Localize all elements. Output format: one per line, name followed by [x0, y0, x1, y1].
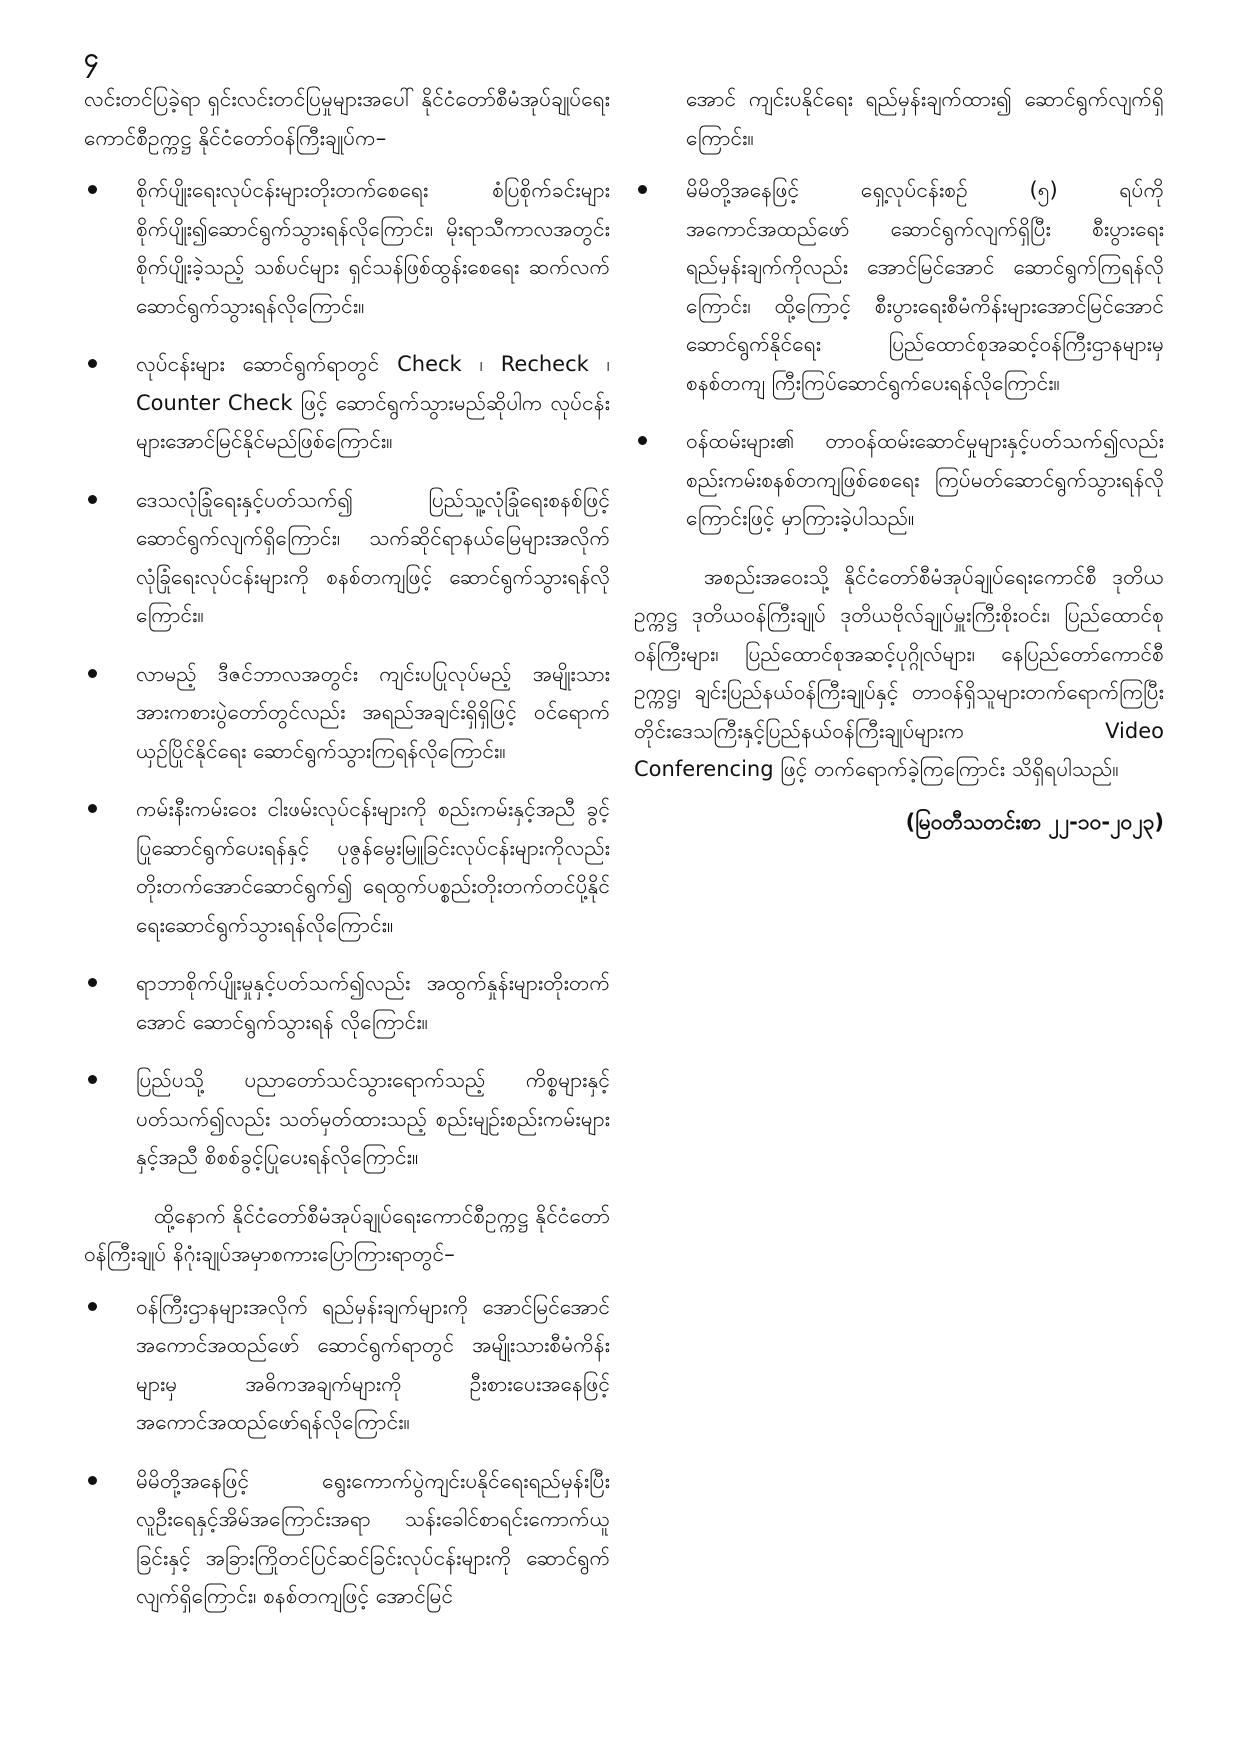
bullet-icon	[88, 495, 97, 504]
source-citation: (မြဝတီသတင်းစာ ၂၂-၁၀-၂၀၂၃)	[905, 809, 1164, 834]
list-item-text: ဝန်ကြီးဌာနများအလိုက် ရည်မှန်းချက်များကို အောင်မြင်အောင် အကောင်အထည်ဖော် ဆောင်ရွက်ရာတွင် အမျိုးသားစီမံကိန်းများမှ အဓိကအချက်များကို ဦးစားပေးအနေဖြင့် အကောင်အထည်ဖော်ရန်လိုကြောင်း။	[136, 1294, 610, 1434]
list-item	[84, 171, 610, 325]
closing-remarks-paragraph: ထို့နောက် နိုင်ငံတော်စီမံအုပ်ချုပ်ရေးကောင်စီဥက္ကဋ္ဌ နိုင်ငံတော်ဝန်ကြီးချုပ် နိဂုံးချုပ်အမှာစကားပြောကြားရာတွင်–	[84, 1203, 610, 1266]
list-item	[84, 655, 610, 771]
continuation-paragraph: အောင် ကျင်းပနိုင်ရေး ရည်မှန်းချက်ထား၍ ဆောင်ရွက်လျက်ရှိကြောင်း။	[686, 87, 1164, 150]
bullet-icon	[88, 1476, 97, 1485]
instruction-list-2	[84, 1288, 610, 1616]
list-item	[634, 171, 1164, 402]
bullet-icon	[88, 669, 97, 678]
bullet-icon	[88, 1302, 97, 1311]
page-number: ၄	[84, 43, 99, 73]
instruction-list-1	[84, 171, 610, 1177]
bullet-icon	[638, 185, 647, 194]
bullet-icon	[88, 185, 97, 194]
list-item	[634, 422, 1164, 538]
list-item-text: မိမိတို့အနေဖြင့် ရှေ့လုပ်ငန်းစဉ် (၅) ရပ်ကို အကောင်အထည်ဖော် ဆောင်ရွက်လျက်ရှိပြီး စီးပွားရေးရည်မှန်းချက်ကိုလည်း အောင်မြင်အောင် ဆောင်ရွက်ကြရန်လိုကြောင်း၊ ထို့ကြောင့် စီးပွားရေးစီမံကိန်းများအောင်မြင်အောင် ဆောင်ရွက်နိုင်ရေး ပြည်ထောင်စုအဆင့်ဝန်ကြီးဌာနများမှ စနစ်တကျ ကြီးကြပ်ဆောင်ရွက်ပေးရန်လိုကြောင်း။	[686, 178, 1164, 395]
list-item-text: လုပ်ငန်းများ ဆောင်ရွက်ရာတွင် Check ၊ Recheck ၊ Counter Check ဖြင့် ဆောင်ရွက်သွားမည်ဆိုပါက လုပ်ငန်းများအောင်မြင်နိုင်မည်ဖြစ်ကြောင်း။	[136, 352, 610, 453]
list-item-text: ကမ်းနီးကမ်းဝေး ငါးဖမ်းလုပ်ငန်းများကို စည်းကမ်းနှင့်အညီ ခွင့်ပြုဆောင်ရွက်ပေးရန်နှင့် ပုဇွန်မွေးမြူခြင်းလုပ်ငန်းများကိုလည်း တိုးတက်အောင်ဆောင်ရွက်၍ ရေထွက်ပစ္စည်းတိုးတက်တင်ပို့နိုင်ရေးဆောင်ရွက်သွားရန်လိုကြောင်း။	[136, 797, 610, 937]
bullet-icon	[638, 436, 647, 445]
list-item	[84, 481, 610, 635]
list-item	[84, 1061, 610, 1177]
intro-paragraph: လင်းတင်ပြခဲ့ရာ ရှင်းလင်းတင်ပြမှုများအပေါ် နိုင်ငံတော်စီမံအုပ်ချုပ်ရေးကောင်စီဥက္ကဋ္ဌ နိုင်ငံတော်ဝန်ကြီးချုပ်က–	[84, 87, 610, 150]
list-item	[84, 345, 610, 461]
list-item	[84, 1288, 610, 1442]
list-item	[84, 964, 610, 1041]
list-item-text: ပြည်ပသို့ ပညာတော်သင်သွားရောက်သည့် ကိစ္စများနှင့်ပတ်သက်၍လည်း သတ်မှတ်ထားသည့် စည်းမျဉ်းစည်းကမ်းများနှင့်အညီ စိစစ်ခွင့်ပြုပေးရန်လိုကြောင်း။	[136, 1068, 610, 1169]
bullet-icon	[88, 1075, 97, 1084]
list-item-text: စိုက်ပျိုးရေးလုပ်ငန်းများတိုးတက်စေရေး စံပြစိုက်ခင်းများစိုက်ပျိုး၍ဆောင်ရွက်သွားရန်လိုကြောင်း၊ မိုးရာသီကာလအတွင်း စိုက်ပျိုးခဲ့သည့် သစ်ပင်များ ရှင်သန်ဖြစ်ထွန်းစေရေး ဆက်လက်ဆောင်ရွက်သွားရန်လိုကြောင်း။	[136, 178, 610, 318]
bullet-icon	[88, 359, 97, 368]
list-item-text: ဝန်ထမ်းများ၏ တာဝန်ထမ်းဆောင်မှုများနှင့်ပတ်သက်၍လည်း စည်းကမ်းစနစ်တကျဖြစ်စေရေး ကြပ်မတ်ဆောင်ရွက်သွားရန်လိုကြောင်းဖြင့် မှာကြားခဲ့ပါသည်။	[686, 429, 1164, 530]
bullet-icon	[88, 804, 97, 813]
instruction-list-3	[634, 171, 1164, 538]
left-column	[84, 80, 610, 1636]
list-item-text: ဒေသလုံခြုံရေးနှင့်ပတ်သက်၍ ပြည်သူ့လုံခြုံရေးစနစ်ဖြင့် ဆောင်ရွက်လျက်ရှိကြောင်း၊ သက်ဆိုင်ရာနယ်မြေများအလိုက် လုံခြုံရေးလုပ်ငန်းများကို စနစ်တကျဖြင့် ဆောင်ရွက်သွားရန်လိုကြောင်း။	[136, 487, 610, 627]
list-item-text: လာမည့် ဒီဇင်ဘာလအတွင်း ကျင်းပပြုလုပ်မည့် အမျိုးသားအားကစားပွဲတော်တွင်လည်း အရည်အချင်းရှိရှိဖြင့် ဝင်ရောက်ယှဉ်ပြိုင်နိုင်ရေး ဆောင်ရွက်သွားကြရန်လိုကြောင်း။	[136, 661, 610, 763]
attendance-paragraph: အစည်းအဝေးသို့ နိုင်ငံတော်စီမံအုပ်ချုပ်ရေးကောင်စီ ဒုတိယဥက္ကဋ္ဌ ဒုတိယဝန်ကြီးချုပ် ဒုတိယဗိုလ်ချုပ်မှူးကြီးစိုးဝင်း၊ ပြည်ထောင်စုဝန်ကြီးများ၊ ပြည်ထောင်စုအဆင့်ပုဂ္ဂိုလ်များ၊ နေပြည်တော်ကောင်စီဥက္ကဋ္ဌ၊ ချင်းပြည်နယ်ဝန်ကြီးချုပ်နှင့် တာဝန်ရှိသူများတက်ရောက်ကြပြီး တိုင်းဒေသကြီးနှင့်ပြည်နယ်ဝန်ကြီးချုပ်များက Video Conferencing ဖြင့် တက်ရောက်ခဲ့ကြကြောင်း သိရှိရပါသည်။	[634, 564, 1164, 781]
list-item	[84, 1462, 610, 1616]
right-column	[634, 80, 1164, 841]
bullet-icon	[88, 978, 97, 987]
list-item-text: မိမိတို့အနေဖြင့် ရွေးကောက်ပွဲကျင်းပနိုင်ရေးရည်မှန်းပြီး လူဦးရေနှင့်အိမ်အကြောင်းအရာ သန်းခေါင်စာရင်းကောက်ယူခြင်းနှင့် အခြားကြိုတင်ပြင်ဆင်ခြင်းလုပ်ငန်းများကို ဆောင်ရွက်လျက်ရှိကြောင်း၊ စနစ်တကျဖြင့် အောင်မြင်	[136, 1468, 610, 1608]
list-item	[84, 790, 610, 944]
list-item-text: ရာဘာစိုက်ပျိုးမှုနှင့်ပတ်သက်၍လည်း အထွက်နှုန်းများတိုးတက်အောင် ဆောင်ရွက်သွားရန် လိုကြောင်း။	[136, 971, 610, 1034]
